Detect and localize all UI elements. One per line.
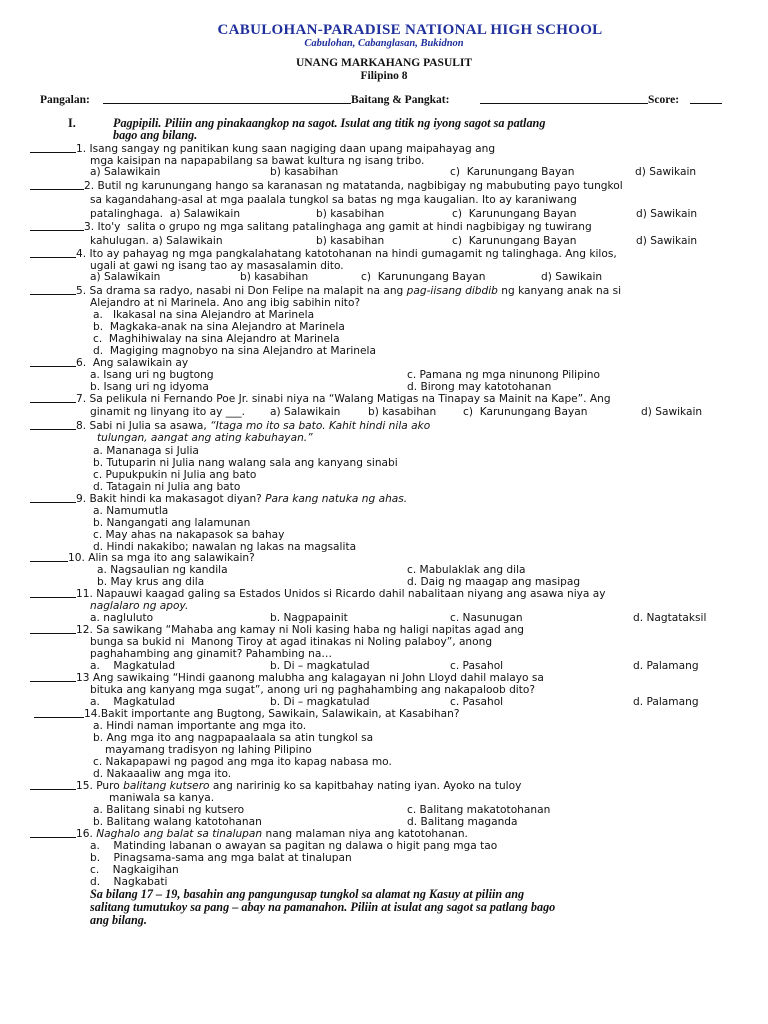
question-3-option-c: c) Karunungang Bayan: [452, 235, 577, 247]
question-8-option-b: b. Tutuparin ni Julia nang walang sala ang kanyang sinabi: [93, 457, 398, 469]
answer-blank-5[interactable]: [30, 285, 76, 295]
question-11-stem: 11. Napauwi kaagad galing sa Estados Unidos si Ricardo dahil nabalitaan niyang ang asawa niya ay: [76, 588, 606, 600]
question-8-stem-2: tulungan, aangat ang ating kabuhayan.”: [97, 432, 313, 444]
question-3-option-d: d) Sawikain: [636, 235, 698, 247]
question-5-option-c: c. Maghihiwalay na sina Alejandro at Marinela: [93, 333, 340, 345]
name-field[interactable]: [103, 94, 351, 104]
question-5-option-d: d. Magiging magnobyo na sina Alejandro at Marinela: [93, 345, 376, 357]
question-7-stem: 7. Sa pelikula ni Fernando Poe Jr. sinabi niya na “Walang Matigas na Tinapay sa Mainit na Kape”. Ang: [76, 393, 611, 405]
question-5-stem: 5. Sa drama sa radyo, nasabi ni Don Felipe na malapit na ang pag-iisang dibdib ng kanyang anak na si: [76, 285, 622, 297]
question-13-stem-2: bituka ang kanyang mga sugat”, anong uri ng paghahambing ang nakapaloob dito?: [90, 684, 536, 696]
question-14-option-a: a. Hindi naman importante ang mga ito.: [93, 720, 307, 732]
score-label: Score:: [648, 94, 680, 106]
question-14-option-b-cont: mayamang tradisyon ng lahing Pilipino: [105, 744, 312, 756]
question-11-option-b: b. Nagpapainit: [270, 612, 348, 624]
school-name: CABULOHAN-PARADISE NATIONAL HIGH SCHOOL: [217, 22, 603, 38]
question-7-option-a: a) Salawikain: [270, 406, 341, 418]
school-address: Cabulohan, Cabanglasan, Bukidnon: [304, 38, 464, 49]
question-9-option-a: a. Namumutla: [93, 505, 169, 517]
question-2-stem-2: sa kagandahang-asal at mga paalala tungkol sa batas ng mga kaugalian. Ito ay karaniwang: [90, 194, 577, 206]
question-9-option-b: b. Nangangati ang lalamunan: [93, 517, 251, 529]
question-4-option-c: c) Karunungang Bayan: [361, 271, 486, 283]
question-15-stem: 15. Puro balitang kutsero ang naririnig ko sa kapitbahay nating iyan. Ayoko na tuloy: [76, 780, 522, 792]
question-2-option-d: d) Sawikain: [636, 208, 698, 220]
subject-title: Filipino 8: [360, 70, 408, 82]
question-3-stem-2: kahulugan. a) Salawikain: [90, 235, 223, 247]
question-15-option-a: a. Balitang sinabi ng kutsero: [93, 804, 245, 816]
question-7-option-d: d) Sawikain: [641, 406, 703, 418]
question-2-option-c: c) Karunungang Bayan: [452, 208, 577, 220]
question-10-option-c: c. Mabulaklak ang dila: [407, 564, 526, 576]
question-16-stem: 16. Naghalo ang balat sa tinalupan nang malaman niya ang katotohanan.: [76, 828, 468, 840]
question-3-option-b: b) kasabihan: [316, 235, 385, 247]
question-1-option-c: c) Karunungang Bayan: [450, 166, 575, 178]
question-9-option-d: d. Hindi nakakibo; nawalan ng lakas na magsalita: [93, 541, 357, 553]
question-13-option-d: d. Palamang: [633, 696, 699, 708]
exam-title: UNANG MARKAHANG PASULIT: [295, 57, 473, 69]
answer-blank-9[interactable]: [30, 493, 76, 503]
question-13-option-b: b. Di – magkatulad: [270, 696, 370, 708]
question-1-option-a: a) Salawikain: [90, 166, 161, 178]
question-8-option-c: c. Pupukpukin ni Julia ang bato: [93, 469, 257, 481]
answer-blank-6[interactable]: [30, 357, 76, 367]
question-14-option-b: b. Ang mga ito ang nagpapaalaala sa atin tungkol sa: [93, 732, 374, 744]
question-4-option-b: b) kasabihan: [240, 271, 309, 283]
question-15-stem-2: maniwala sa kanya.: [109, 792, 215, 804]
question-15-option-c: c. Balitang makatotohanan: [407, 804, 551, 816]
question-6-option-d: d. Birong may katotohanan: [407, 381, 552, 393]
question-4-option-a: a) Salawikain: [90, 271, 161, 283]
instruction-line-2: bago ang bilang.: [113, 128, 198, 142]
question-12-option-d: d. Palamang: [633, 660, 699, 672]
answer-blank-16[interactable]: [30, 828, 76, 838]
question-1-stem: 1. Isang sangay ng panitikan kung saan nagiging daan upang maipahayag ang: [76, 143, 496, 155]
question-14-option-d: d. Nakaaaliw ang mga ito.: [93, 768, 232, 780]
question-13-option-a: a. Magkatulad: [90, 696, 176, 708]
question-1-stem-2: mga kaisipan na napapabilang sa bawat kultura ng isang tribo.: [90, 155, 425, 167]
answer-blank-8[interactable]: [30, 420, 76, 430]
answer-blank-2[interactable]: [30, 180, 84, 190]
answer-blank-12[interactable]: [30, 624, 76, 634]
question-2-stem-3: patalinghaga. a) Salawikain: [90, 208, 241, 220]
part-number: I.: [68, 116, 76, 130]
question-6-option-a: a. Isang uri ng bugtong: [90, 369, 214, 381]
question-14-option-c: c. Nakapapawi ng pagod ang mga ito kapag nabasa mo.: [93, 756, 392, 768]
question-9-option-c: c. May ahas na nakapasok sa bahay: [93, 529, 285, 541]
answer-blank-4[interactable]: [30, 248, 76, 258]
question-13-stem: 13 Ang sawikaing “Hindi gaanong malubha ang kalagayan ni John Lloyd dahil malayo sa: [76, 672, 544, 684]
answer-blank-14[interactable]: [34, 708, 84, 718]
score-field[interactable]: [690, 94, 722, 104]
question-16-option-a: a. Matinding labanan o awayan sa pagitan ng dalawa o higit pang mga tao: [90, 840, 498, 852]
question-14-stem: 14.Bakit importante ang Bugtong, Sawikain, Salawikain, at Kasabihan?: [84, 708, 460, 720]
question-15-option-d: d. Balitang maganda: [407, 816, 518, 828]
question-12-option-c: c. Pasahol: [450, 660, 504, 672]
answer-blank-1[interactable]: [30, 143, 76, 153]
question-10-option-b: b. May krus ang dila: [97, 576, 205, 588]
question-5-option-b: b. Magkaka-anak na sina Alejandro at Marinela: [93, 321, 345, 333]
answer-blank-11[interactable]: [30, 588, 76, 598]
question-9-stem: 9. Bakit hindi ka makasagot diyan? Para kang natuka ng ahas.: [76, 493, 408, 505]
question-1-option-b: b) kasabihan: [270, 166, 339, 178]
question-2-stem: 2. Butil ng karunungang hango sa karanasan ng matatanda, nagbibigay ng mabubuting payo tungkol: [84, 180, 623, 192]
question-4-stem: 4. Ito ay pahayag ng mga pangkalahatang katotohanan na hindi gumagamit ng talinghaga. Ang kilos,: [76, 248, 617, 260]
question-7-option-c: c) Karunungang Bayan: [463, 406, 588, 418]
question-11-option-c: c. Nasunugan: [450, 612, 523, 624]
question-16-option-c: c. Nagkaigihan: [90, 864, 179, 876]
part-note-line-2: salitang tumutukoy sa pang – abay na pamanahon. Piliin at isulat ang sagot sa patlang bago: [90, 900, 556, 914]
question-10-stem: 10. Alin sa mga ito ang salawikain?: [68, 552, 255, 564]
section-field[interactable]: [480, 94, 648, 104]
question-4-stem-2: ugali at gawi ng isang tao ay masasalamin dito.: [90, 260, 344, 272]
question-8-stem: 8. Sabi ni Julia sa asawa, “Itaga mo ito sa bato. Kahit hindi nila ako: [76, 420, 431, 432]
question-7-option-b: b) kasabihan: [368, 406, 437, 418]
question-6-option-c: c. Pamana ng mga ninunong Pilipino: [407, 369, 600, 381]
question-13-option-c: c. Pasahol: [450, 696, 504, 708]
question-2-option-b: b) kasabihan: [316, 208, 385, 220]
answer-blank-10[interactable]: [30, 552, 68, 562]
question-12-stem: 12. Sa sawikang “Mahaba ang kamay ni Noli kasing haba ng haligi napitas agad ang: [76, 624, 525, 636]
part-note-line-1: Sa bilang 17 – 19, basahin ang pangungusap tungkol sa alamat ng Kasuy at piliin ang: [90, 887, 525, 901]
question-12-stem-3: paghahambing ang ginamit? Pahambing na…: [90, 648, 332, 660]
question-10-option-d: d. Daig ng maagap ang masipag: [407, 576, 581, 588]
question-5-stem-2: Alejandro at ni Marinela. Ano ang ibig sabihin nito?: [90, 297, 361, 309]
answer-blank-7[interactable]: [30, 393, 76, 403]
question-16-option-b: b. Pinagsama-sama ang mga balat at tinalupan: [90, 852, 352, 864]
question-7-stem-2: ginamit ng linyang ito ay ___.: [90, 406, 245, 418]
answer-blank-3[interactable]: [30, 221, 84, 231]
question-1-option-d: d) Sawikain: [635, 166, 697, 178]
name-label: Pangalan:: [40, 94, 90, 106]
question-5-option-a: a. Ikakasal na sina Alejandro at Marinela: [93, 309, 315, 321]
question-11-stem-2: naglalaro ng apoy.: [90, 600, 189, 612]
question-6-option-b: b. Isang uri ng idyoma: [90, 381, 209, 393]
question-12-option-b: b. Di – magkatulad: [270, 660, 370, 672]
part-note-line-3: ang bilang.: [90, 913, 147, 927]
question-15-option-b: b. Balitang walang katotohanan: [93, 816, 262, 828]
section-label: Baitang & Pangkat:: [351, 94, 450, 106]
answer-blank-15[interactable]: [30, 780, 76, 790]
question-6-stem: 6. Ang salawikain ay: [76, 357, 189, 369]
question-12-stem-2: bunga sa bukid ni Manong Tiroy at agad itinakas ni Noling palaboy”, anong: [90, 636, 493, 648]
question-4-option-d: d) Sawikain: [541, 271, 603, 283]
question-12-option-a: a. Magkatulad: [90, 660, 176, 672]
question-16-option-d: d. Nagkabati: [90, 876, 168, 888]
instruction-line-1: Pagpipili. Piliin ang pinakaangkop na sagot. Isulat ang titik ng iyong sagot sa patlang: [113, 116, 546, 130]
question-11-option-d: d. Nagtataksil: [633, 612, 707, 624]
question-11-option-a: a. nagluluto: [90, 612, 154, 624]
question-8-option-a: a. Mananaga si Julia: [93, 445, 199, 457]
question-3-stem: 3. Ito'y salita o grupo ng mga salitang patalinghaga ang gamit at hindi nagbibigay ng tuwirang: [84, 221, 592, 233]
answer-blank-13[interactable]: [30, 672, 76, 682]
question-10-option-a: a. Nagsaulian ng kandila: [97, 564, 228, 576]
question-8-option-d: d. Tatagain ni Julia ang bato: [93, 481, 241, 493]
